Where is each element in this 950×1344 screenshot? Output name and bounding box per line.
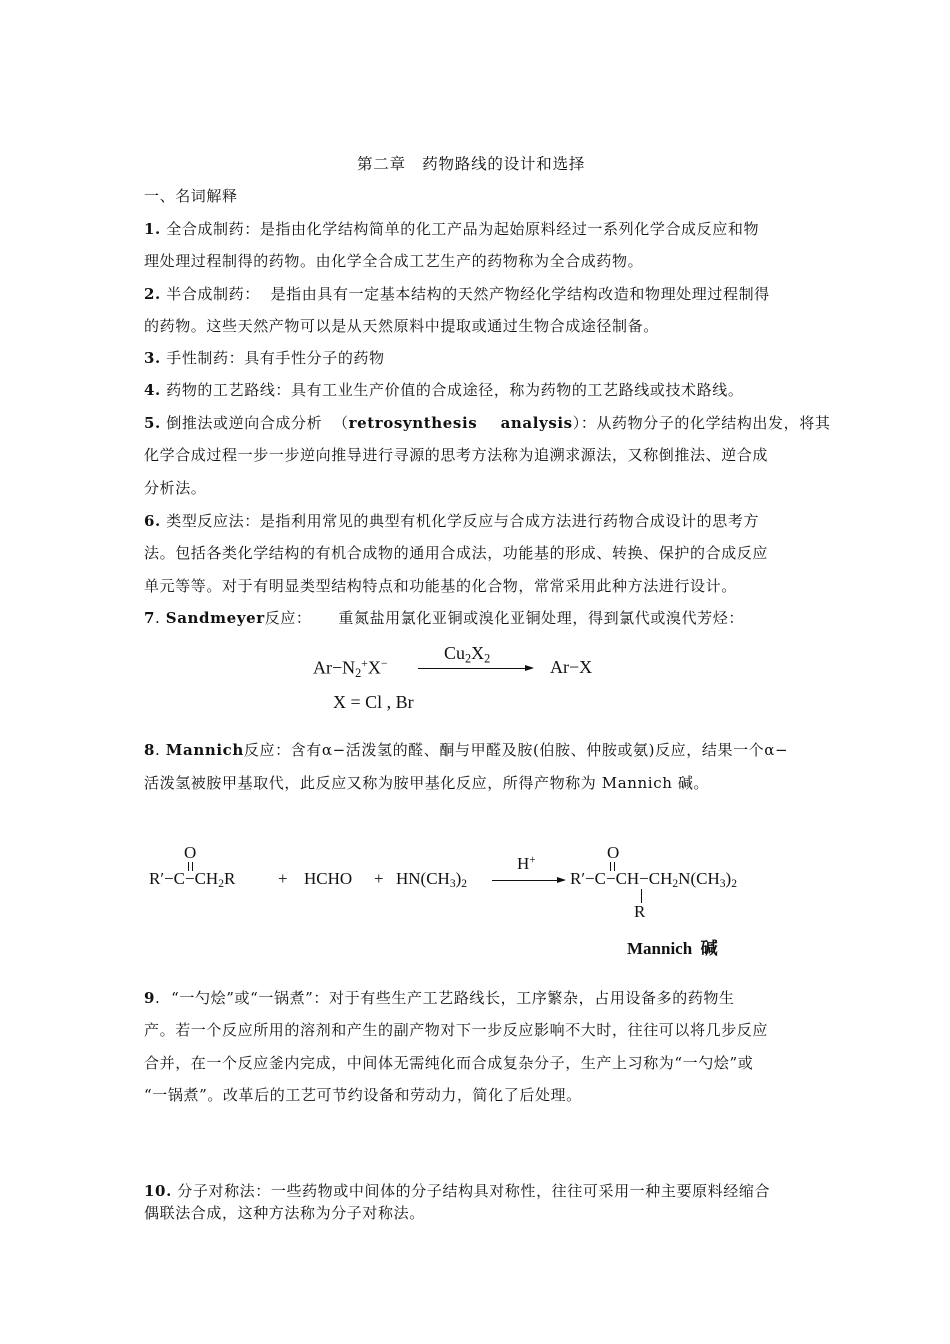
sandmeyer-reactant bbox=[313, 657, 387, 681]
plus-sign: + bbox=[374, 869, 384, 888]
definition-text: 手性制药：具有手性分子的药物 bbox=[166, 349, 385, 367]
item-number: 7 bbox=[144, 609, 156, 627]
plus-sign: + bbox=[278, 869, 288, 888]
item-number: 4. bbox=[144, 381, 161, 399]
definition-4 bbox=[144, 380, 743, 401]
definition-5-line-3: 分析法。 bbox=[144, 479, 207, 497]
reaction-name: Sandmeyer bbox=[165, 609, 265, 627]
definition-text-cont: ）：从药物分子的化学结构出发，将其 bbox=[572, 414, 831, 432]
item-dot: . bbox=[155, 609, 161, 627]
definition-text: 类型反应法：是指利用常见的典型有机化学反应与合成方法进行药物合成设计的思考方 bbox=[166, 512, 760, 530]
subscript: 2 bbox=[484, 651, 491, 666]
definition-8-line-2: 活泼氢被胺甲基取代，此反应又称为胺甲基化反应，所得产物称为 Mannich 碱。 bbox=[144, 774, 710, 792]
definition-10 bbox=[144, 1181, 770, 1202]
definition-3 bbox=[144, 348, 385, 369]
definition-6-line-2: 法。包括各类化学结构的有机合成物的通用合成法，功能基的形成、转换、保护的合成反应 bbox=[144, 544, 769, 562]
sandmeyer-reagent bbox=[444, 643, 490, 666]
subscript: 2 bbox=[731, 877, 737, 891]
carbonyl-oxygen: O bbox=[184, 843, 197, 862]
mannich-product bbox=[570, 869, 737, 890]
ketone-end: R bbox=[223, 869, 236, 888]
anion-text: X bbox=[367, 657, 381, 678]
definition-9-line-4: “一锅煮”。改革后的工艺可节约设备和劳动力，简化了后处理。 bbox=[144, 1086, 582, 1104]
mannich-amine bbox=[396, 869, 467, 890]
definition-6 bbox=[144, 511, 759, 532]
definition-text: 倒推法或逆向合成分析 （ bbox=[166, 414, 349, 432]
subscript: 3 bbox=[449, 877, 456, 891]
item-dot: . bbox=[155, 989, 161, 1007]
carbonyl-oxygen: O bbox=[607, 843, 620, 862]
definition-7 bbox=[144, 608, 744, 629]
charge-plus: + bbox=[361, 657, 368, 670]
reaction-arrow bbox=[492, 880, 564, 881]
amine-text: HN(CH bbox=[396, 869, 450, 888]
definition-text: 全合成制药：是指由化学结构简单的化工产品为起始原料经过一系列化学合成反应和物 bbox=[166, 220, 760, 238]
mannich-catalyst bbox=[517, 854, 536, 874]
definition-9 bbox=[144, 988, 735, 1009]
subscript: 2 bbox=[672, 877, 679, 891]
definition-9-line-2: 产。若一个反应所用的溶剂和产生的副产物对下一步反应影响不大时，往往可以将几步反应 bbox=[144, 1021, 769, 1039]
charge-minus: − bbox=[380, 657, 388, 670]
subscript: 3 bbox=[719, 877, 726, 891]
definition-9-line-3: 合并，在一个反应釜内完成，中间体无需纯化而合成复杂分子，生产上习称为“一勺烩”或 bbox=[144, 1054, 754, 1072]
sandmeyer-condition: X = Cl , Br bbox=[333, 692, 414, 712]
item-number: 10. bbox=[144, 1182, 172, 1200]
definition-text: 反应：含有α−活泼氢的醛、酮与甲醛及胺(伯胺、仲胺或氨)反应，结果一个α− bbox=[243, 741, 789, 759]
subscript: 2 bbox=[355, 665, 362, 680]
definition-5-line-2: 化学合成过程一步一步逆向推导进行寻源的思考方法称为追溯求源法，又称倒推法、逆合成 bbox=[144, 446, 769, 464]
mannich-base-label: Mannich 碱 bbox=[627, 939, 718, 958]
paren: ) bbox=[455, 869, 462, 888]
single-bond-line bbox=[641, 889, 642, 903]
definition-text: 药物的工艺路线：具有工业生产价值的合成途径，称为药物的工艺路线或技术路线。 bbox=[166, 381, 744, 399]
reactant-text: Ar−N bbox=[313, 657, 356, 678]
definition-10-line-2: 偶联法合成，这种方法称为分子对称法。 bbox=[144, 1204, 425, 1222]
definition-2 bbox=[144, 284, 770, 305]
definition-text: 反应： 重氮盐用氯化亚铜或溴化亚铜处理，得到氯代或溴代芳烃： bbox=[264, 609, 744, 627]
item-number: 6. bbox=[144, 512, 161, 530]
definition-5 bbox=[144, 413, 830, 434]
mannich-formaldehyde: HCHO bbox=[304, 869, 353, 888]
english-term: retrosynthesis analysis bbox=[348, 414, 573, 432]
item-dot: . bbox=[155, 741, 161, 759]
item-number: 3. bbox=[144, 349, 161, 367]
item-number: 2. bbox=[144, 285, 161, 303]
item-number: 5. bbox=[144, 414, 161, 432]
item-number: 8 bbox=[144, 741, 156, 759]
paren: ) bbox=[725, 869, 732, 888]
sandmeyer-product: Ar−X bbox=[550, 657, 593, 677]
definition-2-line-2: 的药物。这些天然产物可以是从天然原料中提取或通过生物合成途径制备。 bbox=[144, 317, 659, 335]
definition-text: 分子对称法：一些药物或中间体的分子结构具对称性，往往可采用一种主要原料经缩合 bbox=[177, 1182, 771, 1200]
catalyst-text: H bbox=[517, 854, 530, 874]
subscript: 2 bbox=[461, 877, 468, 891]
definition-1-line-2: 理处理过程制得的药物。由化学全合成工艺生产的药物称为全合成药物。 bbox=[144, 252, 644, 270]
subscript: 2 bbox=[218, 877, 224, 891]
subscript: 2 bbox=[465, 651, 472, 666]
reagent-text: Cu bbox=[444, 643, 466, 663]
page-title: 第二章 药物路线的设计和选择 bbox=[357, 155, 586, 173]
definition-1 bbox=[144, 219, 759, 240]
item-number: 9 bbox=[144, 989, 156, 1007]
ketone-text: R′−C−CH bbox=[149, 869, 219, 888]
section-heading: 一、名词解释 bbox=[144, 187, 238, 205]
definition-6-line-3: 单元等等。对于有明显类型结构特点和功能基的化合物，常常采用此种方法进行设计。 bbox=[144, 577, 737, 595]
reaction-arrow bbox=[418, 668, 532, 669]
charge-plus: + bbox=[529, 854, 536, 866]
definition-8 bbox=[144, 740, 788, 761]
substituent-r: R bbox=[634, 902, 646, 921]
definition-text: “一勺烩”或“一锅煮”：对于有些生产工艺路线长，工序繁杂，占用设备多的药物生 bbox=[160, 989, 735, 1007]
reaction-name: Mannich bbox=[165, 741, 244, 759]
product-text: R′−C−CH−CH bbox=[570, 869, 673, 888]
reagent-x: X bbox=[471, 643, 485, 663]
definition-text: 半合成制药： 是指由具有一定基本结构的天然产物经化学结构改造和物理处理过程制得 bbox=[166, 285, 770, 303]
item-number: 1. bbox=[144, 220, 161, 238]
mannich-reactant-ketone bbox=[149, 869, 235, 890]
product-text-2: N(CH bbox=[678, 869, 720, 888]
